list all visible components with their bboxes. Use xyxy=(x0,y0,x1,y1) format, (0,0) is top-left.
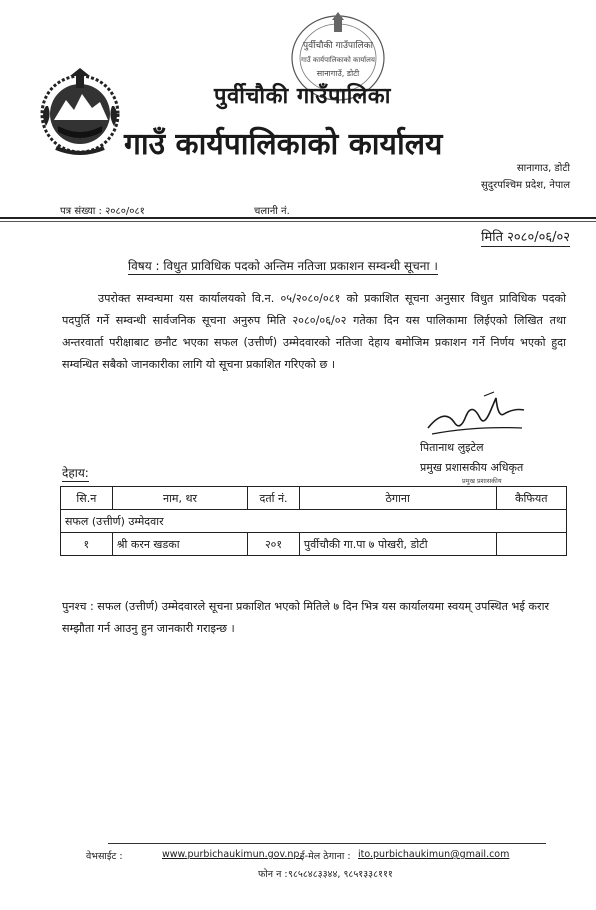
letter-date: मिति २०८०/०६/०२ xyxy=(481,227,570,247)
stamp-line-3: सानागाउँ, डोटी xyxy=(316,69,360,78)
dispatch-number: चलानी नं. xyxy=(254,206,290,217)
header-divider-thin xyxy=(0,221,596,222)
website-label: वेभसाईट : xyxy=(86,851,123,862)
cell-address: पुर्वीचौकी गा.पा ७ पोखरी, डोटी xyxy=(299,533,496,556)
signature xyxy=(424,388,528,440)
email-link[interactable]: ito.purbichaukimun@gmail.com xyxy=(358,849,510,860)
letter-subject: विषय : विधुत प्राविधिक पदको अन्तिम नतिजा प्रकाशन सम्वन्धी सूचना । xyxy=(128,259,438,273)
organization-name: पुर्वीचौकी गाउँपालिका xyxy=(214,84,391,109)
col-serial: सि.न xyxy=(61,487,113,510)
table-row xyxy=(61,533,567,556)
nepal-emblem-icon xyxy=(36,66,124,158)
footer-divider xyxy=(108,843,546,844)
stamp-line-2: गाउँ कार्यपालिकाको कार्यालय xyxy=(301,56,375,64)
signatory-name: पितानाथ लुइटेल xyxy=(420,441,484,454)
address-line-1: सानागाउ, डोटी xyxy=(516,163,570,174)
cell-serial: १ xyxy=(61,533,113,556)
signatory-title: प्रमुख प्रशासकीय अधिकृत xyxy=(420,461,524,474)
phone-numbers: ९८५८४८३३४४, ९८५१३३८१११ xyxy=(288,869,393,880)
letter-body: उपरोक्त सम्वन्घमा यस कार्यालयको वि.न. ०५/२०८०/०८१ को प्रकाशित सूचना अनुसार विधुत प्राविधिक पदको पदपुर्ति गर्ने सम्वन्धी सार्वजनिक सूचना अनुरुप मिति २०८०/०६/०२ गतेका दिन यस पालिकामा लिईएको लिखित तथा अन्तरवार्ता परीक्षाबाट छनौट भएका सफल (उत्तीर्ण) उम्मेदवारको नतिजा देहाय बमोजिम प्रकाशन गर्ने निर्णय भएको हुदा सम्वन्धित सबैको जानकारीका लागि यो सूचना प्रकाशित गरिएको छ । xyxy=(62,292,566,371)
col-registration: दर्ता नं. xyxy=(248,487,300,510)
table-group-row xyxy=(61,510,567,533)
email-label: ई-मेल ठेगाना : xyxy=(300,851,351,862)
office-name: गाउँ कार्यपालिकाको कार्यालय xyxy=(124,127,443,162)
reference-number: पत्र संख्या : २०८०/०८१ xyxy=(60,206,145,217)
cell-registration: २०१ xyxy=(248,533,300,556)
col-address: ठेगाना xyxy=(299,487,496,510)
table-header-row xyxy=(61,487,567,510)
signatory-stamp-text: प्रमुख प्रशासकीय xyxy=(462,477,502,485)
header-divider xyxy=(0,217,596,219)
address-line-2: सुदुरपश्चिम प्रदेश, नेपाल xyxy=(481,180,570,191)
table-section-label: देहाय: xyxy=(62,466,89,480)
group-label: सफल (उत्तीर्ण) उम्मेदवार xyxy=(61,510,567,533)
phone-label: फोन न : xyxy=(258,869,288,880)
col-remarks: कैफियत xyxy=(496,487,566,510)
col-name: नाम, थर xyxy=(112,487,248,510)
website-link[interactable]: www.purbichaukimun.gov.np, xyxy=(162,849,303,860)
stamp-line-1: पुर्वीचौकी गाउँपालिका xyxy=(302,41,374,51)
results-table xyxy=(60,486,567,556)
postscript-note: पुनश्च : सफल (उत्तीर्ण) उम्मेदवारले सूचना प्रकाशित भएको मितिले ७ दिन भित्र यस कार्यालयमा स्वयम् उपस्थित भई करार सम्झौता गर्न आउनु हुन जानकारी गराइन्छ । xyxy=(62,600,550,635)
cell-name: श्री करन खडका xyxy=(112,533,248,556)
cell-remarks xyxy=(496,533,566,556)
